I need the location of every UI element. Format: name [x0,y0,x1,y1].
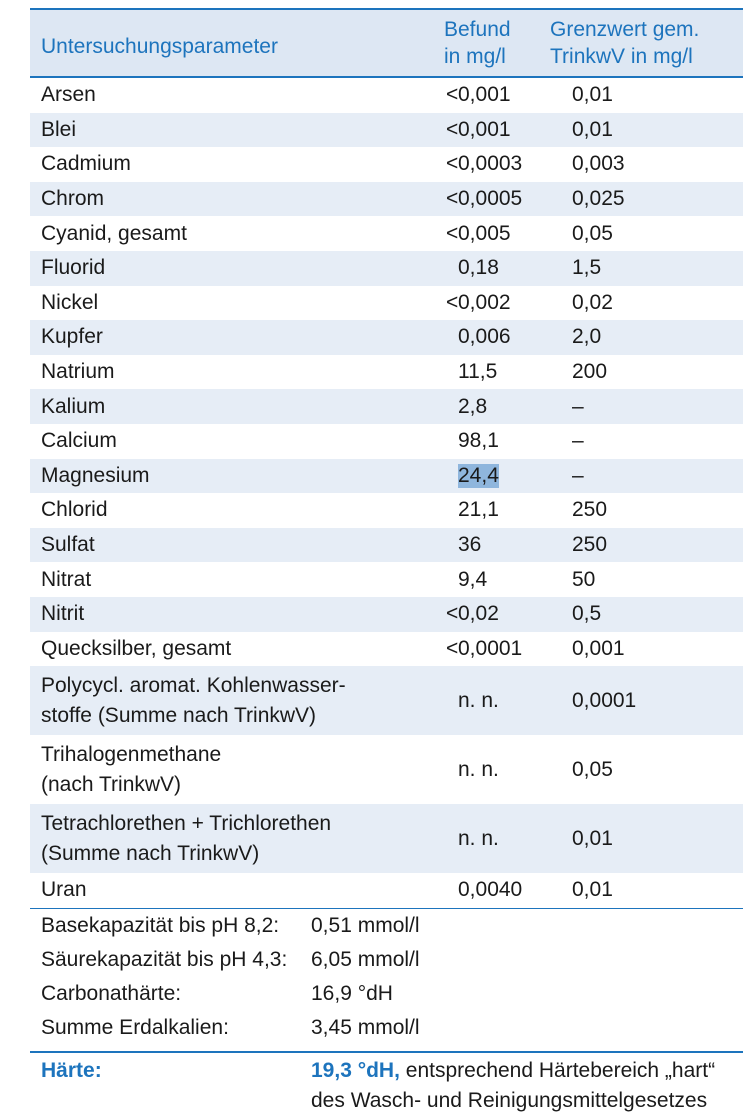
less-than-sign: < [446,290,459,314]
haerte-value-bold: 19,3 °dH, [311,1058,400,1082]
table-row [30,216,743,251]
haerte-value-rest: entsprechend Härtebereich „hart“ [399,1058,716,1082]
parameter-name: Calcium [41,429,117,453]
table-row [30,182,743,217]
befund-cell [434,758,550,782]
grenzwert-value: – [572,394,584,418]
less-than-sign: < [446,221,459,245]
parameter-name-line1: Polycycl. aromat. Kohlenwasser- [41,673,346,697]
parameter-name: Kupfer [41,325,103,349]
table-row [30,459,743,494]
parameter-name: Chrom [41,187,105,211]
grenzwert-value: 50 [572,567,596,591]
parameter-name: Chlorid [41,498,108,522]
parameter-name [30,809,434,869]
extra-row [30,909,743,943]
befund-value: n. n. [458,826,499,850]
extra-label: Summe Erdalkalien: [41,1015,229,1039]
befund-cell [434,291,550,315]
parameter-name [30,740,434,800]
parameter-name-line1: Trihalogenmethane [41,742,222,766]
befund-value: 0,0001 [458,636,523,660]
grenzwert-value: 200 [572,360,608,384]
haerte-value [311,1056,743,1116]
less-than-sign: < [446,187,459,211]
table-header [30,8,743,78]
less-than-sign [434,498,458,522]
grenzwert-value: – [572,463,584,487]
extra-value: 3,45 mmol/l [311,1015,420,1039]
befund-cell [434,464,550,488]
less-than-sign [434,758,458,782]
header-parameter: Untersuchungsparameter [41,34,278,58]
extra-value: 0,51 mmol/l [311,913,420,937]
table-row [30,251,743,286]
parameter-name-line1: Tetrachlorethen + Trichlorethen [41,811,332,835]
extra-values [30,909,743,1045]
less-than-sign [434,533,458,557]
less-than-sign: < [446,602,459,626]
table-row [30,320,743,355]
grenzwert-value: 0,003 [572,152,625,176]
befund-value: 98,1 [458,429,499,453]
befund-value: 0,0005 [458,187,523,211]
parameter-name: Sulfat [41,533,95,557]
table-row [30,528,743,563]
table-row [30,286,743,321]
haerte-value-line2: des Wasch- und Reinigungsmittelgesetzes [311,1088,708,1112]
parameter-name: Nickel [41,290,99,314]
befund-value: 11,5 [458,360,498,384]
parameter-name: Blei [41,117,77,141]
befund-value: n. n. [458,757,499,781]
table-row [30,424,743,459]
table-row [30,78,743,113]
less-than-sign [434,568,458,592]
grenzwert-value: 0,001 [572,636,625,660]
parameter-name-line2: (nach TrinkwV) [41,772,182,796]
befund-cell [434,325,550,349]
table-row [30,355,743,390]
befund-cell [434,878,550,902]
less-than-sign: < [446,152,459,176]
table-row [30,873,743,908]
header-grenzwert-line2: TrinkwV in mg/l [550,45,693,68]
befund-cell [434,222,550,246]
befund-value: 0,18 [458,256,499,280]
befund-cell [434,637,550,661]
grenzwert-value: – [572,429,584,453]
befund-value: 0,001 [458,83,511,107]
befund-cell [434,533,550,557]
less-than-sign [434,395,458,419]
header-befund [434,10,550,76]
grenzwert-value: 0,5 [572,602,602,626]
grenzwert-value: 0,05 [572,221,613,245]
parameter-name: Fluorid [41,256,106,280]
befund-cell [434,429,550,453]
extra-label: Säurekapazität bis pH 4,3: [41,947,288,971]
grenzwert-value: 250 [572,533,608,557]
befund-value: 2,8 [458,394,488,418]
extra-label: Carbonathärte: [41,981,182,1005]
befund-cell [434,602,550,626]
less-than-sign [434,878,458,902]
befund-value: 36 [458,533,482,557]
grenzwert-value: 0,025 [572,187,625,211]
less-than-sign [434,689,458,713]
grenzwert-value: 0,01 [572,826,613,850]
befund-value: 0,001 [458,117,511,141]
less-than-sign: < [446,83,459,107]
table-row [30,562,743,597]
parameter-name: Magnesium [41,463,150,487]
befund-cell [434,689,550,713]
table-row [30,147,743,182]
befund-value: 24,4 [458,463,499,487]
less-than-sign: < [446,117,459,141]
parameter-name: Cadmium [41,152,131,176]
befund-cell [434,498,550,522]
befund-cell [434,152,550,176]
befund-value: 0,02 [458,602,499,626]
parameter-name: Cyanid, gesamt [41,221,187,245]
grenzwert-value: 0,01 [572,83,613,107]
grenzwert-value: 0,01 [572,117,613,141]
befund-cell [434,83,550,107]
extra-row [30,1011,743,1045]
parameter-name: Natrium [41,360,115,384]
befund-cell [434,118,550,142]
table-row [30,804,743,873]
less-than-sign [434,429,458,453]
befund-cell [434,827,550,851]
header-grenzwert [550,10,743,76]
befund-value: 21,1 [458,498,499,522]
parameter-name: Nitrit [41,602,85,626]
grenzwert-value: 0,05 [572,757,613,781]
table-body [30,78,743,908]
grenzwert-value: 250 [572,498,608,522]
parameter-name: Kalium [41,394,106,418]
grenzwert-value: 0,0001 [572,688,637,712]
grenzwert-value: 0,02 [572,290,613,314]
befund-value: 0,005 [458,221,511,245]
parameter-name-line2: (Summe nach TrinkwV) [41,841,260,865]
less-than-sign: < [446,636,459,660]
less-than-sign [434,325,458,349]
table-row [30,389,743,424]
less-than-sign [434,464,458,488]
haerte-row [30,1051,743,1116]
table-row [30,113,743,148]
befund-value: 0,0040 [458,878,523,902]
extra-value: 6,05 mmol/l [311,947,420,971]
parameter-name-line2: stoffe (Summe nach TrinkwV) [41,703,317,727]
befund-value: 0,002 [458,290,511,314]
less-than-sign [434,827,458,851]
extra-value: 16,9 °dH [311,981,393,1005]
parameter-name: Uran [41,878,87,902]
water-analysis-table [30,8,743,1116]
extra-row [30,977,743,1011]
parameter-name [30,671,434,731]
befund-value: 0,006 [458,325,511,349]
grenzwert-value: 1,5 [572,256,602,280]
befund-value: n. n. [458,688,499,712]
befund-cell [434,256,550,280]
grenzwert-value: 2,0 [572,325,602,349]
haerte-label: Härte: [41,1058,102,1082]
less-than-sign [434,256,458,280]
less-than-sign [434,360,458,384]
header-befund-line1: Befund [444,18,511,41]
befund-value: 0,0003 [458,152,523,176]
befund-cell [434,360,550,384]
befund-cell [434,187,550,211]
befund-value: 9,4 [458,567,488,591]
table-row [30,632,743,667]
parameter-name: Nitrat [41,567,92,591]
table-row [30,735,743,804]
extra-row [30,943,743,977]
parameter-name: Quecksilber, gesamt [41,636,232,660]
extra-label: Basekapazität bis pH 8,2: [41,913,280,937]
befund-cell [434,395,550,419]
grenzwert-value: 0,01 [572,878,613,902]
parameter-name: Arsen [41,83,96,107]
befund-cell [434,568,550,592]
table-row [30,493,743,528]
header-grenzwert-line1: Grenzwert gem. [550,18,700,41]
header-befund-line2: in mg/l [444,45,506,68]
table-row [30,597,743,632]
table-row [30,666,743,735]
